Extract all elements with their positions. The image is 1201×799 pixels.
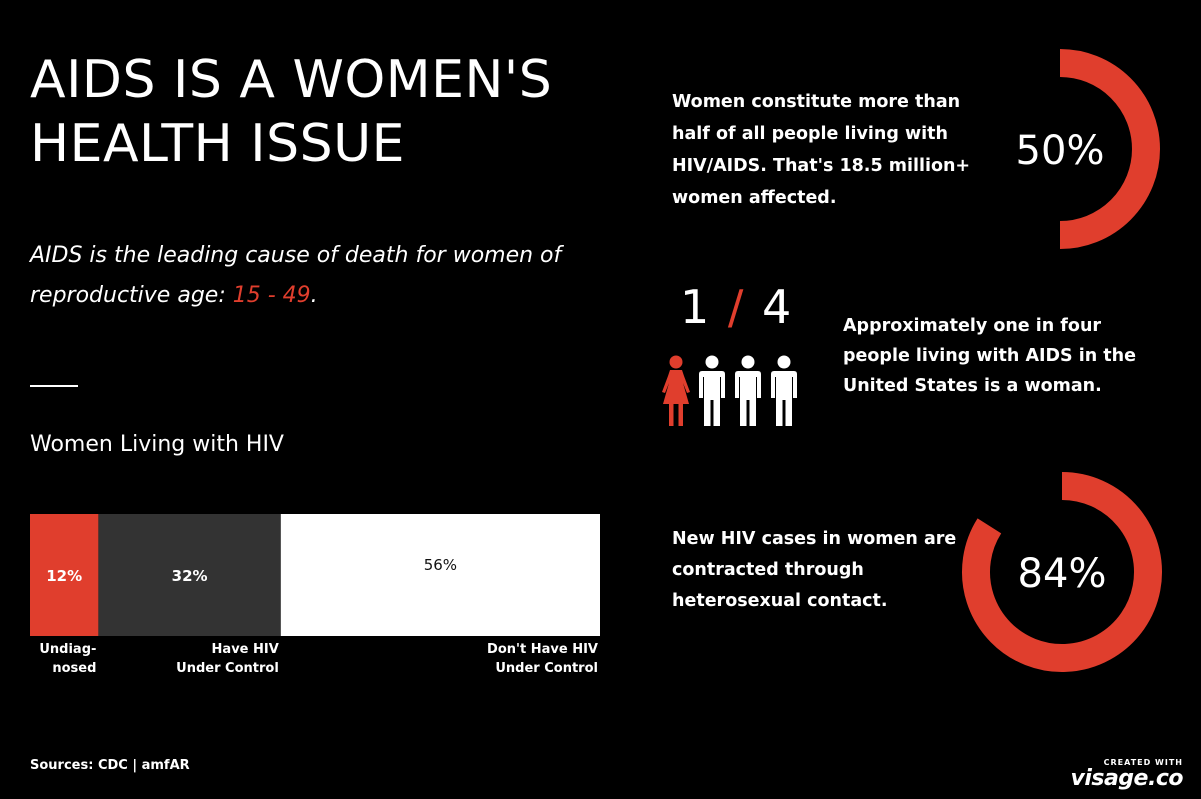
bar-value-label-1: 32%: [171, 567, 208, 585]
bar-chart-title: Women Living with HIV: [30, 432, 284, 457]
bar-category-label-1: Under Control: [176, 661, 279, 676]
man-icon: [699, 356, 725, 427]
bar-segment-2: [281, 514, 600, 636]
page-title: [30, 48, 610, 176]
donut-chart-50: [1010, 48, 1170, 252]
visage-logo: visage.co: [1070, 766, 1183, 791]
title-line-1: AIDS IS A WOMEN'S: [30, 50, 553, 110]
fraction-numerator: 1: [680, 280, 712, 334]
credit-caption: CREATED WITH: [1103, 758, 1183, 767]
subtitle-text: AIDS is the leading cause of death for women of reproductive age:: [30, 243, 562, 308]
donut-value-label: 84%: [1017, 551, 1107, 597]
woman-icon: [662, 356, 690, 427]
divider: [30, 385, 78, 387]
bar-value-label-2: 56%: [423, 556, 458, 574]
donut-value-label: 50%: [1015, 128, 1105, 174]
subtitle: [30, 236, 590, 316]
stacked-bar-chart: [30, 512, 602, 688]
people-icons: [656, 354, 806, 428]
fraction-slash: /: [727, 280, 746, 334]
subtitle-period: .: [310, 283, 318, 308]
age-range: 15 - 49: [232, 283, 311, 308]
stat-women-half-text: Women constitute more than half of all people living with HIV/AIDS. That's 18.5 million+ women affected.: [672, 92, 971, 208]
bar-category-label-1: Have HIV: [211, 642, 279, 657]
credit: [1070, 758, 1183, 791]
title-line-2: HEALTH ISSUE: [30, 114, 406, 174]
bar-category-label-2: Under Control: [495, 661, 598, 676]
bar-category-label-2: Don't Have HIV: [487, 642, 598, 657]
bar-value-label-0: 12%: [46, 567, 83, 585]
bar-category-label-0: Undiag-: [39, 642, 97, 657]
donut-chart-84: [960, 470, 1164, 674]
stat-heterosexual-text: New HIV cases in women are contracted through heterosexual contact.: [672, 529, 957, 611]
sources: Sources: CDC | amfAR: [30, 758, 190, 773]
man-icon: [771, 356, 797, 427]
man-icon: [735, 356, 761, 427]
fraction-denominator: 4: [762, 280, 794, 334]
stat-one-in-four-text: Approximately one in four people living with AIDS in the United States is a woman.: [843, 316, 1136, 396]
fraction-one-in-four: [680, 280, 793, 334]
bar-category-label-0: nosed: [52, 661, 97, 676]
